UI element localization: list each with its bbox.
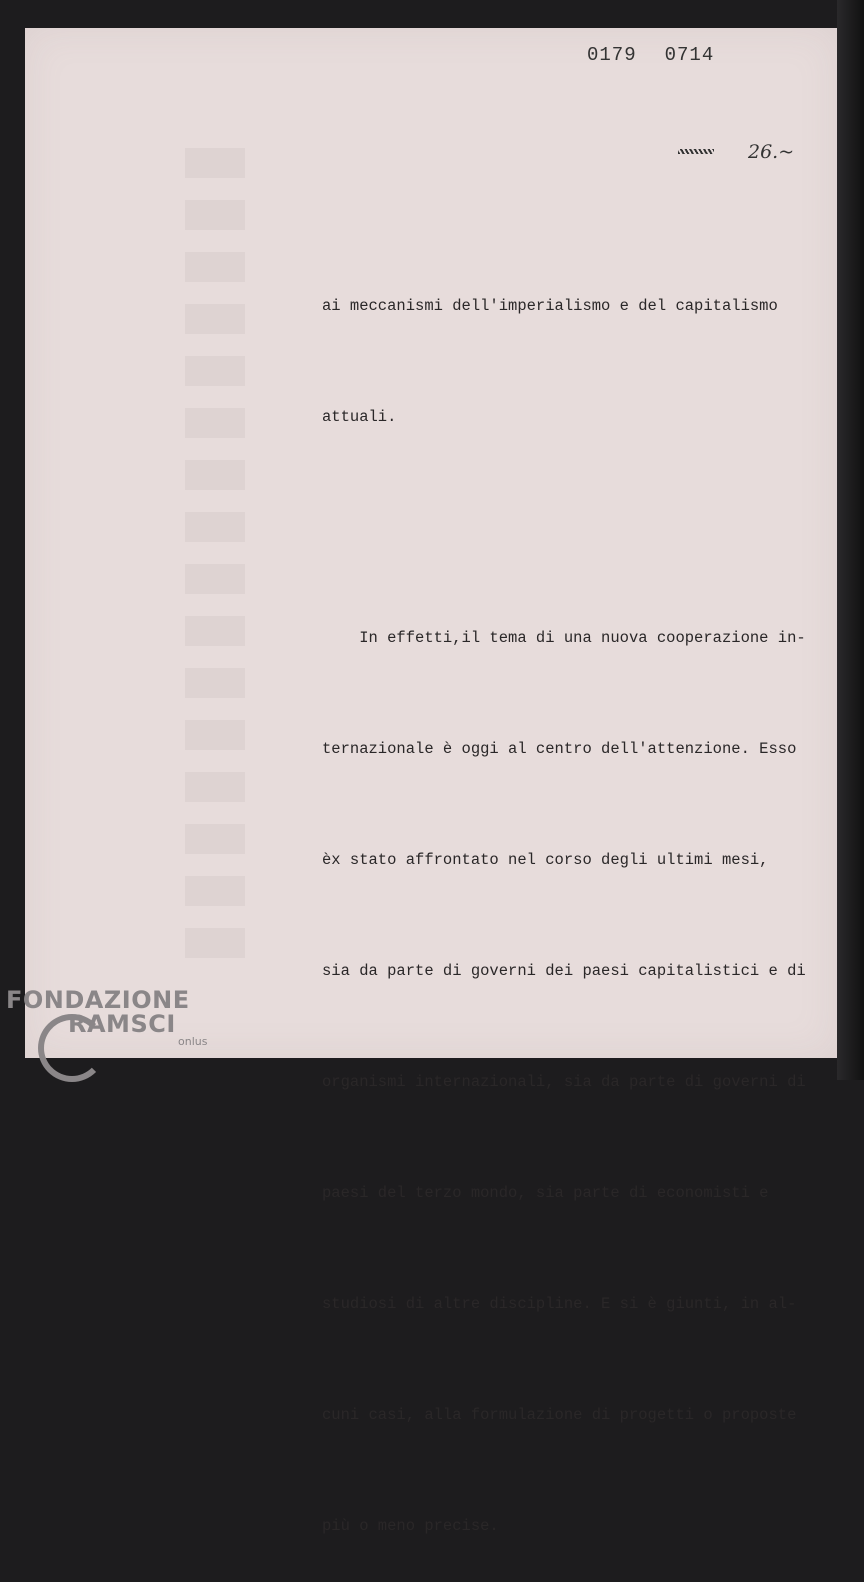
document-number-part-1: 0179 <box>587 44 637 66</box>
logo-line-2: RAMSCI <box>68 1010 176 1038</box>
logo-line-1: FONDAZIONE <box>6 986 190 1014</box>
document-number <box>587 44 714 66</box>
struck-out-page-number <box>676 140 716 158</box>
document-number-part-2: 0714 <box>664 44 715 66</box>
typed-body-text <box>322 214 842 1582</box>
text-line: più o meno precise. <box>322 1517 499 1535</box>
text-line: sia da parte di governi dei paesi capitalistici e di <box>322 962 806 980</box>
fondazione-gramsci-logo <box>6 986 207 1048</box>
text-line: ai meccanismi dell'imperialismo e del capitalismo <box>322 297 778 315</box>
text-line: èx stato affrontato nel corso degli ultimi mesi, <box>322 851 769 869</box>
logo-line-3: onlus <box>178 1035 208 1048</box>
page-number: 26.~ <box>748 141 795 163</box>
text-line: attuali. <box>322 408 397 426</box>
text-line: cuni casi, alla formulazione di progetti o proposte <box>322 1406 797 1424</box>
faint-stamp-mark <box>185 148 245 968</box>
text-line: In effetti,il tema di una nuova cooperazione in- <box>322 629 806 647</box>
page-number-annotation <box>676 140 794 163</box>
logo-g-icon <box>38 1014 106 1082</box>
text-line: studiosi di altre discipline. E si è giunti, in al- <box>322 1295 797 1313</box>
text-line: ternazionale è oggi al centro dell'attenzione. Esso <box>322 740 797 758</box>
text-line: organismi internazionali, sia da parte di governi di <box>322 1073 806 1091</box>
paragraph-gap <box>322 510 842 546</box>
text-line: paesi del terzo mondo, sia parte di economisti e <box>322 1184 769 1202</box>
